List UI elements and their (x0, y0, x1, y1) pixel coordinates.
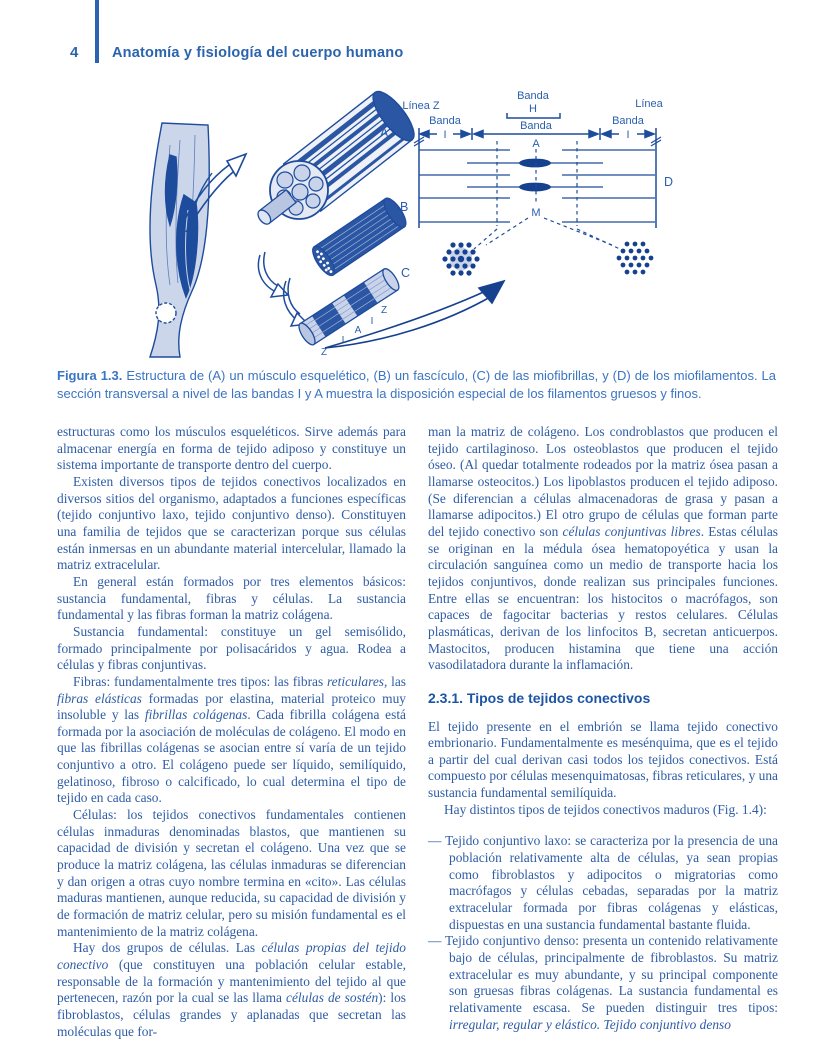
banda-i-left-label: Banda (429, 115, 461, 127)
banda-a-label: Banda (520, 120, 552, 132)
left-column (57, 424, 406, 1040)
a-band-label: A (532, 138, 540, 150)
sarcomere-diagram (414, 113, 661, 250)
part-label-b: B (400, 200, 409, 214)
band-label-a: A (354, 325, 362, 336)
figure-caption-label: Figura 1.3. (57, 368, 123, 383)
figure-illustration (100, 85, 780, 363)
cross-section-a-band (442, 242, 479, 275)
i-left-label: I (443, 129, 447, 141)
paragraph: Fibras: fundamentalmente tres tipos: las fibras reticulares, las fibras elásticas formadas por elastina, material proteico muy insoluble y las fibrillas colágenas. Cada fibrilla colágena está formada por la asociación de moléculas de colágeno. El modo en que las fibrillas colágenas se asocian entre sí varía de un tejido conjuntivo a otro. El colágeno puede ser líquido, semilíquido, gelatinoso, fibroso o calcificado, lo cual determina el tipo de tejido en cada caso. (57, 673, 406, 806)
knee-muscle-drawing (150, 123, 212, 357)
page-number: 4 (70, 44, 79, 61)
band-label-i1: I (341, 335, 345, 346)
h-label: H (529, 103, 537, 115)
paragraph: Sustancia fundamental: constituye un gel semisólido, formado principalmente por polisacáridos y agua. Rodea a células y fibras conjuntivas. (57, 623, 406, 673)
linea-right-label: Línea (635, 98, 663, 110)
part-label-a: A (380, 126, 389, 140)
figure-caption (57, 367, 776, 402)
cross-section-i-band (617, 242, 654, 275)
band-label-z1: Z (320, 347, 328, 358)
figure-1-3 (100, 85, 780, 363)
i-right-label: I (626, 129, 630, 141)
paragraph: man la matriz de colágeno. Los condroblastos que producen el tejido cartilaginoso. Los osteoblastos que producen el tejido óseo. (Al quedar totalmente rodeados por la matriz ósea pasan a llamarse osteocitos.) Los lipoblastos producen el tejido adiposo. (Se diferencian a células almacenadoras de grasa y pasan a llamarse adipocitos.) El otro grupo de células que forman parte del tejido conectivo son células conjuntivas libres. Estas células se originan en la médula ósea hematopoyética y usan la circulación sanguínea como un medio de transporte hacia los tejidos conjuntivos, donde realizan sus principales funciones. Entre ellas se encuentran: los histocitos o macrófagos, son capaces de fagocitar bacterias y restos celulares. Células plasmáticas, derivan de los linfocitos B, secretan anticuerpos. Mastocitos, producen histamina que tiene una acción vasodilatadora durante la inflamación. (428, 424, 778, 673)
paragraph: Células: los tejidos conectivos fundamentales contienen células inmaduras denominadas blastos, que mantienen su capacidad de división y secretan el colágeno. Una vez que se produce la matriz colágena, las células inmaduras se diferencian y dan origen a otras cuyo nombre termina en «cito». Las células maduras mantienen, aunque reducida, su capacidad de división y de formación de matriz celular, pero su misión fundamental es el mantenimiento de la matriz colágena. (57, 807, 406, 939)
part-label-c: C (401, 266, 411, 280)
paragraph: Hay distintos tipos de tejidos conectivos maduros (Fig. 1.4): (444, 801, 767, 817)
part-label-d: D (664, 175, 674, 189)
paragraph: Hay dos grupos de células. Las células propias del tejido conectivo (que constituyen una población celular estable, responsable de la formación y mantenimiento del tejido al que pertenecen, razón por la cual se las llama células de sostén): los fibroblastos, células grandes y aplanadas que secretan las moléculas que for- (57, 940, 407, 1039)
paragraph: Existen diversos tipos de tejidos conectivos localizados en diversos sitios del organismo, adaptados a funciones específicas (tejido conjuntivo laxo, tejido conjuntivo denso). Constituyen una familia de tejidos que se caracterizan porque sus células están inmersas en un abundante material intercelular, llamado la matriz extracelular. (57, 473, 406, 573)
paragraph: En general están formados por tres elementos básicos: sustancia fundamental, fibras y células. La sustancia fundamental y las fibras forman la matriz colágena. (57, 573, 406, 623)
band-label-i2: I (370, 316, 374, 327)
m-line-label: M (531, 207, 541, 219)
section-heading: 2.3.1. Tipos de tejidos conectivos (428, 689, 651, 706)
linea-z-left-label: Línea Z (402, 100, 440, 112)
arrow-b-to-c-icon (284, 278, 308, 326)
figure-caption-text: Estructura de (A) un músculo esquelético, (B) un fascículo, (C) de las miofibrillas, y (D) de los miofilamentos. La sección transversal a nivel de las bandas I y A muestra la disposición especial de los filamentos gruesos y finos. (57, 368, 776, 401)
paragraph: estructuras como los músculos esqueléticos. Sirve además para almacenar energía en forma de tejido adiposo y constituye un sistema importante de transporte dentro del cuerpo. (57, 424, 406, 473)
list-item: — Tejido conjuntivo denso: presenta un contenido relativamente bajo de células, principalmente de fibroblastos. Su matriz extracelular es muy abundante, y su principal componente son gruesas fibras colágenas. La sustancia fundamental es relativamente escasa. Se pueden distinguir tres tipos: irregular, regular y elástico. Tejido conjuntivo denso (428, 933, 778, 1032)
header-rule (95, 0, 99, 63)
paragraph: El tejido presente en el embrión se llama tejido conectivo embrionario. Fundamentalmente es mesénquima, que es el tejido a partir del cual derivan casi todos los tejidos conectivos. Está compuesto por células mesenquimatosas, fibras reticulares, y una sustancia fundamental semilíquida. (428, 718, 778, 801)
list-item: — Tejido conjuntivo laxo: se caracteriza por la presencia de una población relativamente alta de células, ya sean propias como fibroblastos y adipocitos o migratorias como macrófagos y células cebadas, separadas por la matriz extracelular formada por fibras colágenas y elásticas, dispuestas en una sustancia fundamental bastante fluida. (428, 833, 778, 932)
banda-i-right-label: Banda (612, 115, 644, 127)
body-text (57, 424, 778, 1040)
right-column (428, 424, 778, 1040)
band-label-z2: Z (380, 305, 388, 316)
banda-h-label: Banda (517, 90, 549, 102)
running-header-title: Anatomía y fisiología del cuerpo humano (112, 45, 404, 61)
